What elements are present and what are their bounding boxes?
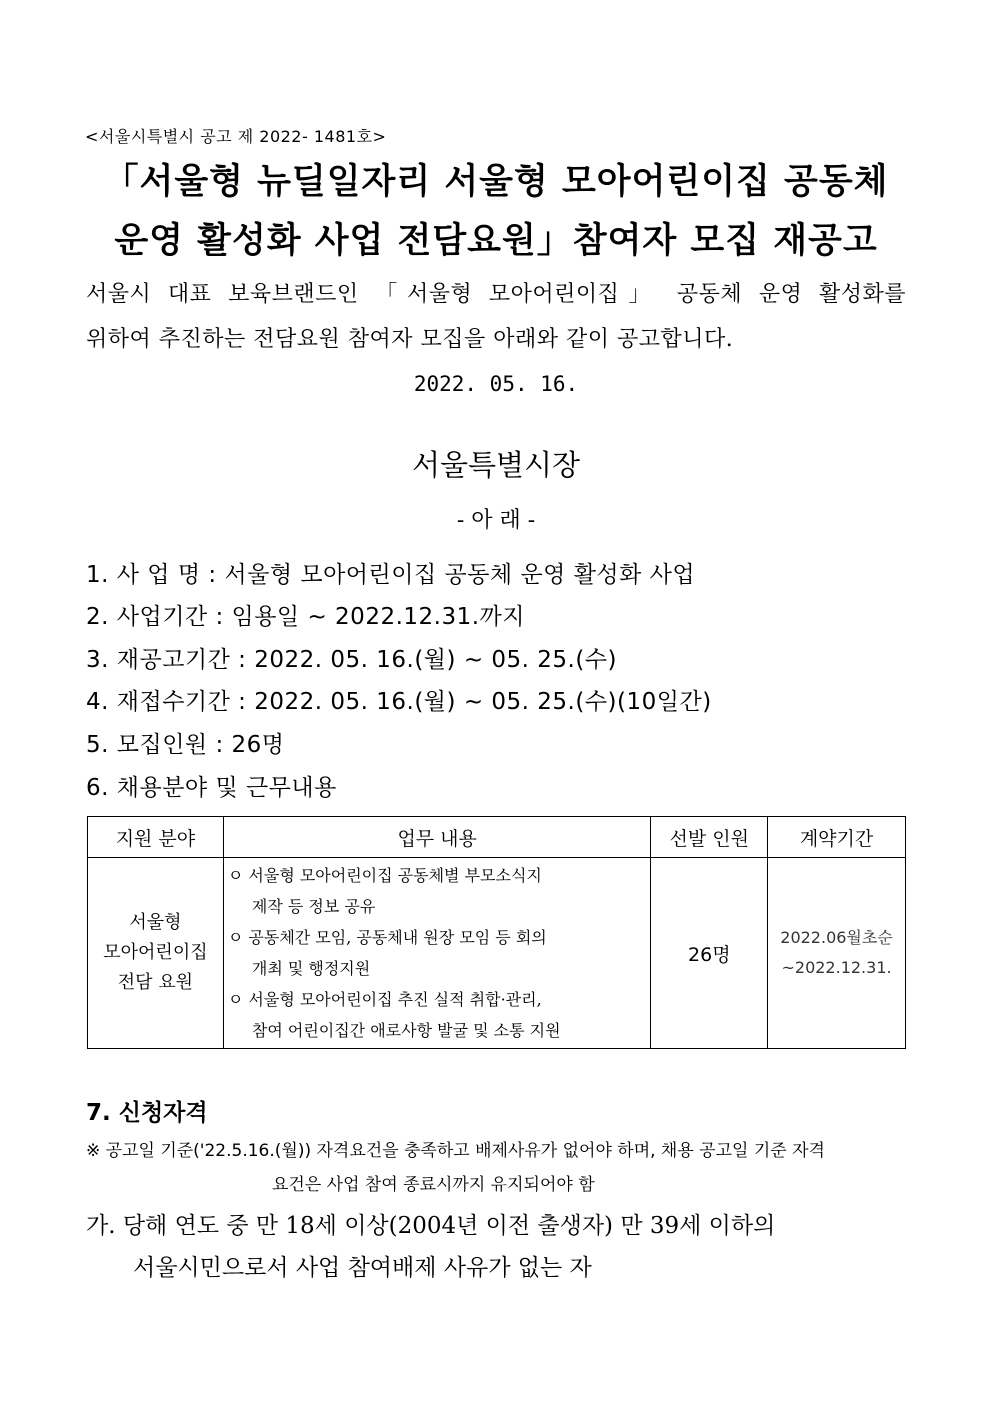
header-period: 계약기간 xyxy=(768,817,906,858)
header-duties: 업무 내용 xyxy=(223,817,651,858)
item-project-period: 2. 사업기간 : 임용일 ~ 2022.12.31.까지 xyxy=(86,604,525,630)
duty-item: ㅇ 공동체간 모임, 공동체내 원장 모임 등 회의 xyxy=(227,928,547,947)
duty-item-cont: 참여 어린이집간 애로사항 발굴 및 소통 지원 xyxy=(251,1021,561,1040)
qualification-heading: 7. 신청자격 xyxy=(86,1100,208,1126)
notice-date: 2022. 05. 16. xyxy=(413,372,579,396)
area-line: 전담 요원 xyxy=(117,972,194,993)
requirement-a-line-1: 가. 당해 연도 중 만 18세 이상(2004년 이전 출생자) 만 39세 이하의 xyxy=(86,1213,776,1239)
count-cell: 26명 xyxy=(651,858,768,1049)
qualification-note-line-2: 요건은 사업 참여 종료시까지 유지되어야 함 xyxy=(272,1175,595,1195)
duties-cell xyxy=(223,858,651,1049)
period-line: 2022.06월초순 xyxy=(780,928,893,947)
period-line: ~2022.12.31. xyxy=(781,958,892,977)
title-line-1: 「서울형 뉴딜일자리 서울형 모아어린이집 공동체 xyxy=(103,162,889,202)
duty-item: ㅇ 서울형 모아어린이집 추진 실적 취합·관리, xyxy=(227,990,542,1009)
duty-item: ㅇ 서울형 모아어린이집 공동체별 부모소식지 xyxy=(227,866,542,885)
duty-item-cont: 개최 및 행정지원 xyxy=(251,959,371,978)
intro-line-1: 서울시 대표 보육브랜드인 「서울형 모아어린이집」 공동체 운영 활성화를 xyxy=(86,282,906,307)
item-headcount: 5. 모집인원 : 26명 xyxy=(86,732,285,758)
area-cell xyxy=(88,858,224,1049)
table-header-row xyxy=(88,817,906,858)
intro-line-2: 위하여 추진하는 전담요원 참여자 모집을 아래와 같이 공고합니다. xyxy=(86,327,734,352)
table-row xyxy=(88,858,906,1049)
item-project-name: 1. 사 업 명 : 서울형 모아어린이집 공동체 운영 활성화 사업 xyxy=(86,562,696,588)
period-cell xyxy=(768,858,906,1049)
area-line: 서울형 xyxy=(129,912,182,933)
area-line: 모아어린이집 xyxy=(103,942,208,963)
issuer: 서울특별시장 xyxy=(411,448,581,482)
item-renotice-period: 3. 재공고기간 : 2022. 05. 16.(월) ~ 05. 25.(수) xyxy=(86,647,618,673)
header-area: 지원 분야 xyxy=(88,817,224,858)
qualification-note-line-1: ※ 공고일 기준('22.5.16.(월)) 자격요건을 충족하고 배제사유가 없어야 하며, 채용 공고일 기준 자격 xyxy=(86,1141,825,1161)
notice-number: <서울시특별시 공고 제 2022- 1481호> xyxy=(85,127,387,146)
job-table xyxy=(87,816,906,1049)
item-job-field: 6. 채용분야 및 근무내용 xyxy=(86,775,337,801)
duty-item-cont: 제작 등 정보 공유 xyxy=(251,897,376,916)
below-marker: - 아 래 - xyxy=(456,508,536,533)
requirement-a-line-2: 서울시민으로서 사업 참여배제 사유가 없는 자 xyxy=(133,1255,592,1281)
header-count: 선발 인원 xyxy=(651,817,768,858)
title-line-2: 운영 활성화 사업 전담요원」참여자 모집 재공고 xyxy=(114,221,878,261)
item-application-period: 4. 재접수기간 : 2022. 05. 16.(월) ~ 05. 25.(수)(10일간) xyxy=(86,689,712,715)
